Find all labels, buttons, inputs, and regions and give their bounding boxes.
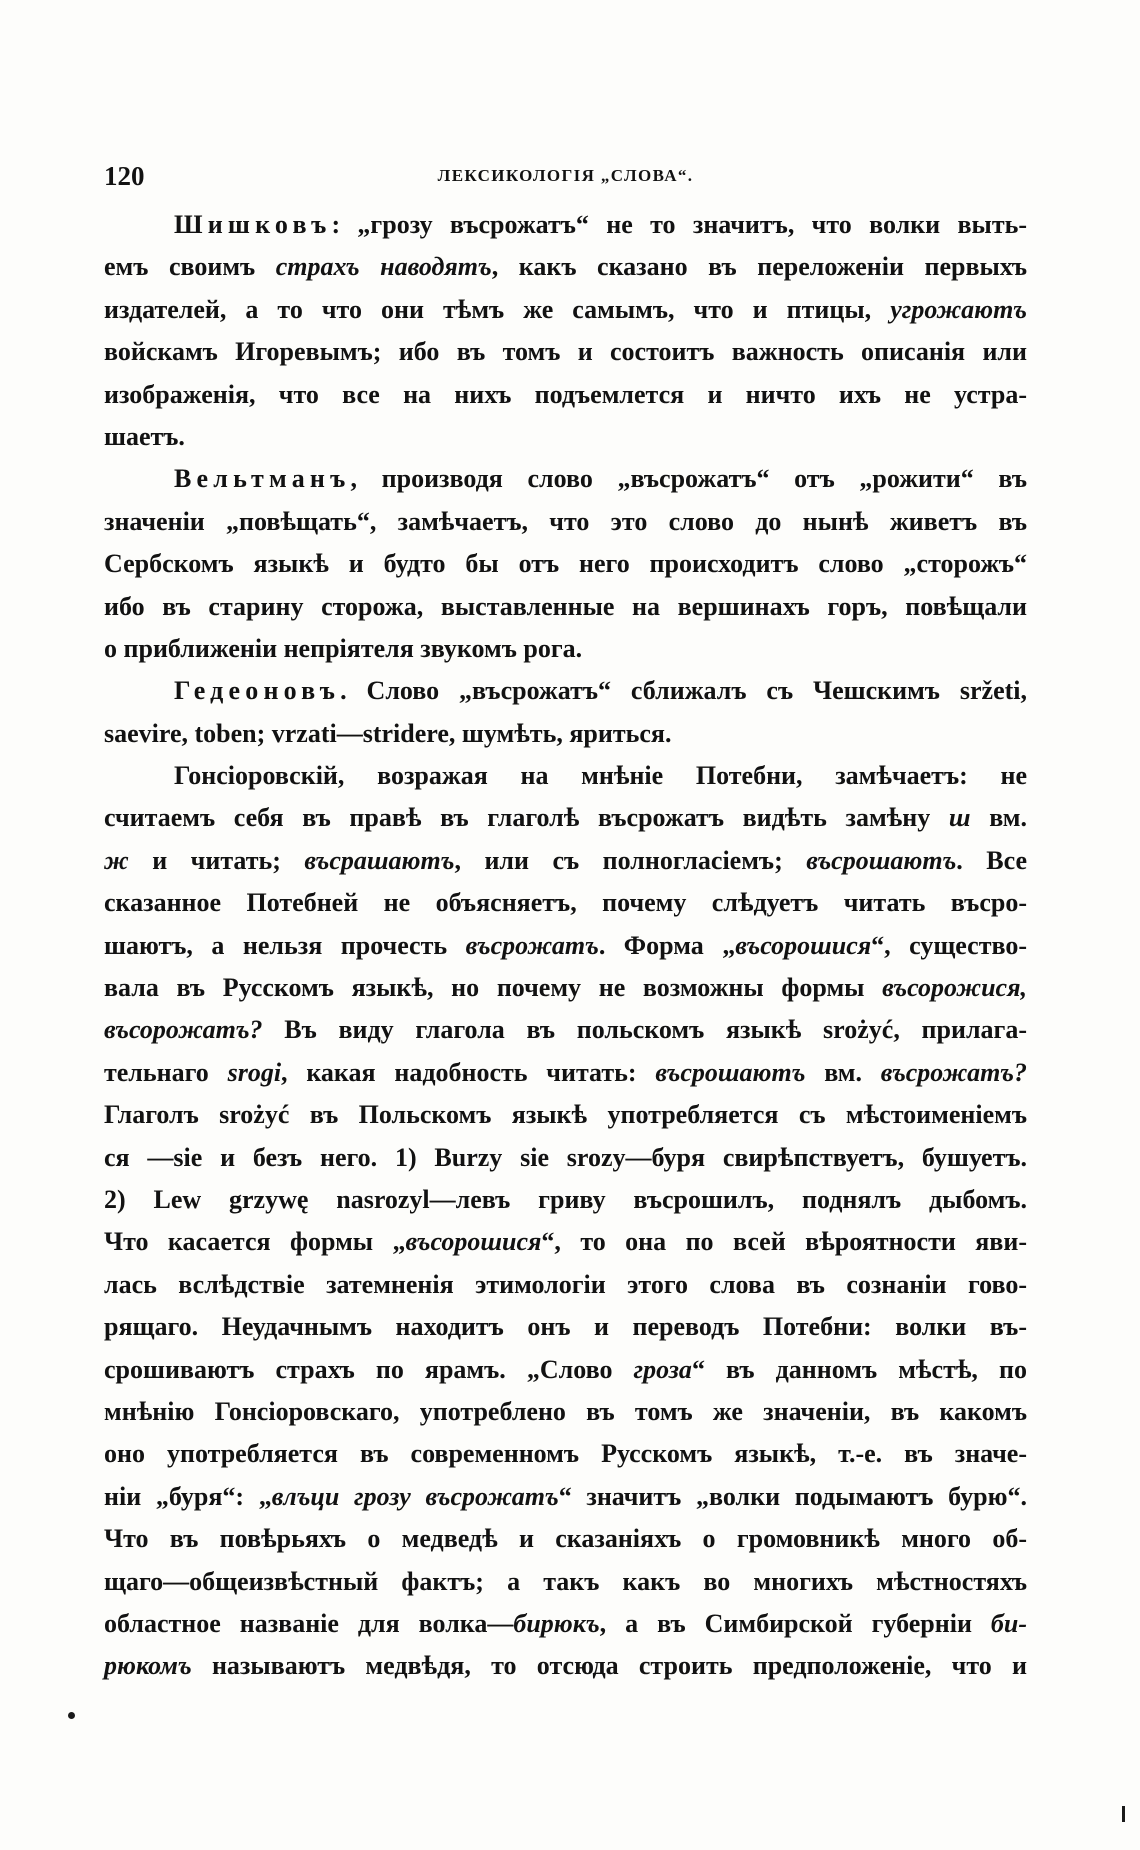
text-run: шаетъ. [104, 421, 185, 451]
scan-speck [68, 1712, 75, 1719]
text-run: считаемъ себя въ правѣ въ глаголѣ въсрожатъ видѣть замѣну [104, 803, 949, 833]
text-run: вм. [970, 803, 1028, 833]
text-run: “, существо- [871, 930, 1027, 960]
text-line-content [174, 458, 1027, 500]
italic-text: въсорожися, [882, 973, 1027, 1003]
italic-text: гроза [633, 1354, 692, 1384]
text-line-content [104, 882, 1027, 924]
italic-text: въсрожатъ [465, 930, 599, 960]
text-line-content [104, 1391, 1027, 1433]
text-line-content [104, 713, 671, 755]
text-run: “ въ данномъ мѣстѣ, по [691, 1354, 1027, 1384]
text-line-content [104, 1179, 1027, 1221]
text-run: тельнаго [104, 1057, 228, 1087]
text-line-content [104, 1603, 1027, 1645]
text-line-content [104, 331, 1027, 373]
text-run: Глаголъ srożyć въ Польскомъ языкѣ употребляется съ мѣстоименіемъ [104, 1100, 1027, 1130]
text-run: лась вслѣдствіе затемненія этимологіи этого слова въ сознаніи гово- [104, 1269, 1027, 1299]
text-run: шаютъ, а нельзя прочесть [104, 930, 466, 960]
text-line [104, 1476, 1027, 1518]
text-run: оно употребляется въ современномъ Русскомъ языкѣ, т.-е. въ значе- [104, 1439, 1027, 1469]
text-line [104, 416, 1027, 458]
text-run: . Слово „въсрожатъ“ сближалъ съ Чешскимъ sržeti, [340, 676, 1027, 706]
page-header [104, 158, 1027, 194]
paragraph [104, 204, 1027, 458]
text-line [104, 1603, 1027, 1645]
text-line-content [104, 416, 185, 458]
text-line [104, 840, 1027, 882]
text-line-content [104, 967, 1027, 1009]
italic-text: би- [990, 1608, 1027, 1638]
text-line-content [104, 246, 1027, 288]
text-line [104, 374, 1027, 416]
text-line [104, 586, 1027, 628]
text-line [104, 713, 1027, 755]
text-run: вала въ Русскомъ языкѣ, но почему не возможны формы [104, 973, 883, 1003]
text-line [104, 670, 1027, 712]
text-run: . Форма „ [598, 930, 736, 960]
speaker-name: Гедеоновъ [174, 676, 341, 706]
text-line-content [104, 1433, 1027, 1475]
text-run: , а въ Симбирской губерніи [599, 1608, 991, 1638]
italic-text: въсорошися [405, 1227, 542, 1257]
text-run: . Все [956, 845, 1027, 875]
text-run: ніи „буря“: „ [104, 1481, 272, 1511]
text-line-content [104, 501, 1027, 543]
text-line-content [104, 289, 1027, 331]
text-run: издателей, а то что они тѣмъ же самымъ, что и птицы, [104, 294, 891, 324]
text-line [104, 1009, 1027, 1051]
text-run: Что въ повѣрьяхъ о медведѣ и сказаніяхъ о громовникѣ много об- [104, 1524, 1027, 1554]
text-line [104, 501, 1027, 543]
italic-text: страхъ наводятъ [275, 252, 492, 282]
italic-text: угрожаютъ [890, 294, 1027, 324]
text-line [104, 1433, 1027, 1475]
italic-text: въсрашаютъ [304, 845, 455, 875]
text-run: Гонсіоровскій, возражая на мнѣніе Потебни, замѣчаетъ: не [174, 761, 1027, 791]
italic-text: въсрожатъ? [880, 1057, 1027, 1087]
text-run: областное названіе для волка— [104, 1608, 514, 1638]
italic-text: влъци грозу въсрожатъ [271, 1481, 559, 1511]
text-run: , какъ сказано въ переложеніи первыхъ [491, 252, 1027, 282]
text-run: щаго—общеизвѣстный фактъ; а такъ какъ во многихъ мѣстностяхъ [104, 1566, 1027, 1596]
text-run: изображенія, что все на нихъ подъемлется и ничто ихъ не устра- [104, 379, 1027, 409]
text-line [104, 628, 1027, 670]
text-line-content [104, 1009, 1027, 1051]
paragraph [104, 458, 1027, 670]
text-line [104, 458, 1027, 500]
italic-text: въсрошаютъ [806, 845, 957, 875]
text-line [104, 246, 1027, 288]
text-line-content [104, 1264, 1027, 1306]
text-run: , какая надобность читать: [281, 1057, 656, 1087]
text-line-content [104, 586, 1027, 628]
text-run: и читать; [128, 845, 305, 875]
text-run: о приближеніи непріятеля звукомъ рога. [104, 633, 583, 663]
text-run: Что касается формы „ [104, 1227, 406, 1257]
text-run: войскамъ Игоревымъ; ибо въ томъ и состоитъ важность описанія или [104, 337, 1027, 367]
text-line-content [104, 1221, 1027, 1263]
text-run: , производя слово „въсрожатъ“ отъ „рожити“ въ [350, 464, 1027, 494]
text-line [104, 1221, 1027, 1263]
italic-text: рюкомъ [104, 1651, 192, 1681]
italic-text: ж [104, 845, 129, 875]
text-run: : „грозу въсрожатъ“ не то значитъ, что волки выть- [331, 210, 1027, 239]
text-line [104, 1094, 1027, 1136]
italic-text: въсрошаютъ [655, 1057, 806, 1087]
page-number: 120 [104, 161, 145, 191]
text-line [104, 1137, 1027, 1179]
text-line [104, 755, 1027, 797]
text-line-content [104, 1094, 1027, 1136]
text-run: saevire, toben; vrzati—stridere, шумѣть, яриться. [104, 718, 672, 748]
paragraph [104, 670, 1027, 755]
text-line [104, 1264, 1027, 1306]
body-text [104, 204, 1027, 1688]
italic-text: srogi [227, 1057, 282, 1087]
text-run: Въ виду глагола въ польскомъ языкѣ srożyć, прилага- [262, 1015, 1027, 1045]
text-line [104, 1052, 1027, 1094]
text-run: Сербскомъ языкѣ и будто бы отъ него происходитъ слово „сторожъ“ [104, 549, 1027, 579]
text-line-content [174, 204, 1027, 246]
text-line-content [104, 1476, 1027, 1518]
text-line [104, 1179, 1027, 1221]
text-line-content [104, 543, 1027, 585]
text-run: “ значитъ „волки подымаютъ бурю“. [558, 1481, 1027, 1511]
speaker-name: Вельтманъ [174, 464, 351, 494]
text-line-content [174, 670, 1027, 712]
italic-text: въсорошися [735, 930, 872, 960]
text-line-content [104, 1561, 1027, 1603]
text-line [104, 331, 1027, 373]
text-line [104, 1645, 1027, 1687]
text-line [104, 1349, 1027, 1391]
text-line [104, 1306, 1027, 1348]
text-line [104, 204, 1027, 246]
italic-text: въсорожатъ? [104, 1015, 263, 1045]
paragraph [104, 755, 1027, 1688]
text-line [104, 1518, 1027, 1560]
text-line [104, 1561, 1027, 1603]
text-run: срошиваютъ страхъ по ярамъ. „Слово [104, 1354, 634, 1384]
text-line-content [104, 1645, 1027, 1687]
text-line [104, 882, 1027, 924]
text-line-content [104, 797, 1027, 839]
text-line [104, 1391, 1027, 1433]
text-line-content [104, 1306, 1027, 1348]
text-line-content [104, 840, 1027, 882]
text-run: вм. [805, 1057, 881, 1087]
text-line [104, 797, 1027, 839]
text-line-content [104, 1518, 1027, 1560]
text-run: емъ своимъ [104, 252, 276, 282]
text-run: ибо въ старину сторожа, выставленные на вершинахъ горъ, повѣщали [104, 591, 1027, 621]
text-run: рящаго. Неудачнымъ находитъ онъ и переводъ Потебни: волки въ- [104, 1312, 1027, 1342]
running-head: ЛЕКСИКОЛОГІЯ „СЛОВА“. [437, 166, 694, 185]
text-line [104, 967, 1027, 1009]
text-run: , или съ полногласіемъ; [454, 845, 807, 875]
text-run: “, то она по всей вѣроятности яви- [541, 1227, 1027, 1257]
text-run: значеніи „повѣщать“, замѣчаетъ, что это слово до нынѣ живетъ въ [104, 506, 1027, 536]
italic-text: ш [948, 803, 971, 833]
text-line-content [104, 628, 582, 670]
text-line [104, 925, 1027, 967]
text-line [104, 289, 1027, 331]
text-line-content [104, 374, 1027, 416]
italic-text: бирюкъ [513, 1608, 600, 1638]
text-line-content [104, 1137, 1027, 1179]
text-run: мнѣнію Гонсіоровскаго, употреблено въ томъ же значеніи, въ какомъ [104, 1396, 1027, 1426]
text-line-content [104, 925, 1027, 967]
text-run: 2) Lew grzywę nasrozyl—левъ гриву въсрошилъ, поднялъ дыбомъ. [104, 1184, 1027, 1214]
text-line-content [104, 1349, 1027, 1391]
scan-speck [1122, 1806, 1125, 1822]
text-run: называютъ медвѣдя, то отсюда строить предположеніе, что и [191, 1651, 1027, 1681]
text-line-content [174, 755, 1027, 797]
text-line-content [104, 1052, 1027, 1094]
text-run: ся —sie и безъ него. 1) Burzy sie srozy—буря свирѣпствуетъ, бушуетъ. [104, 1142, 1027, 1172]
text-line [104, 543, 1027, 585]
text-run: сказанное Потебней не объясняетъ, почему слѣдуетъ читать въсро- [104, 888, 1027, 918]
speaker-name: Шишковъ [174, 210, 332, 239]
